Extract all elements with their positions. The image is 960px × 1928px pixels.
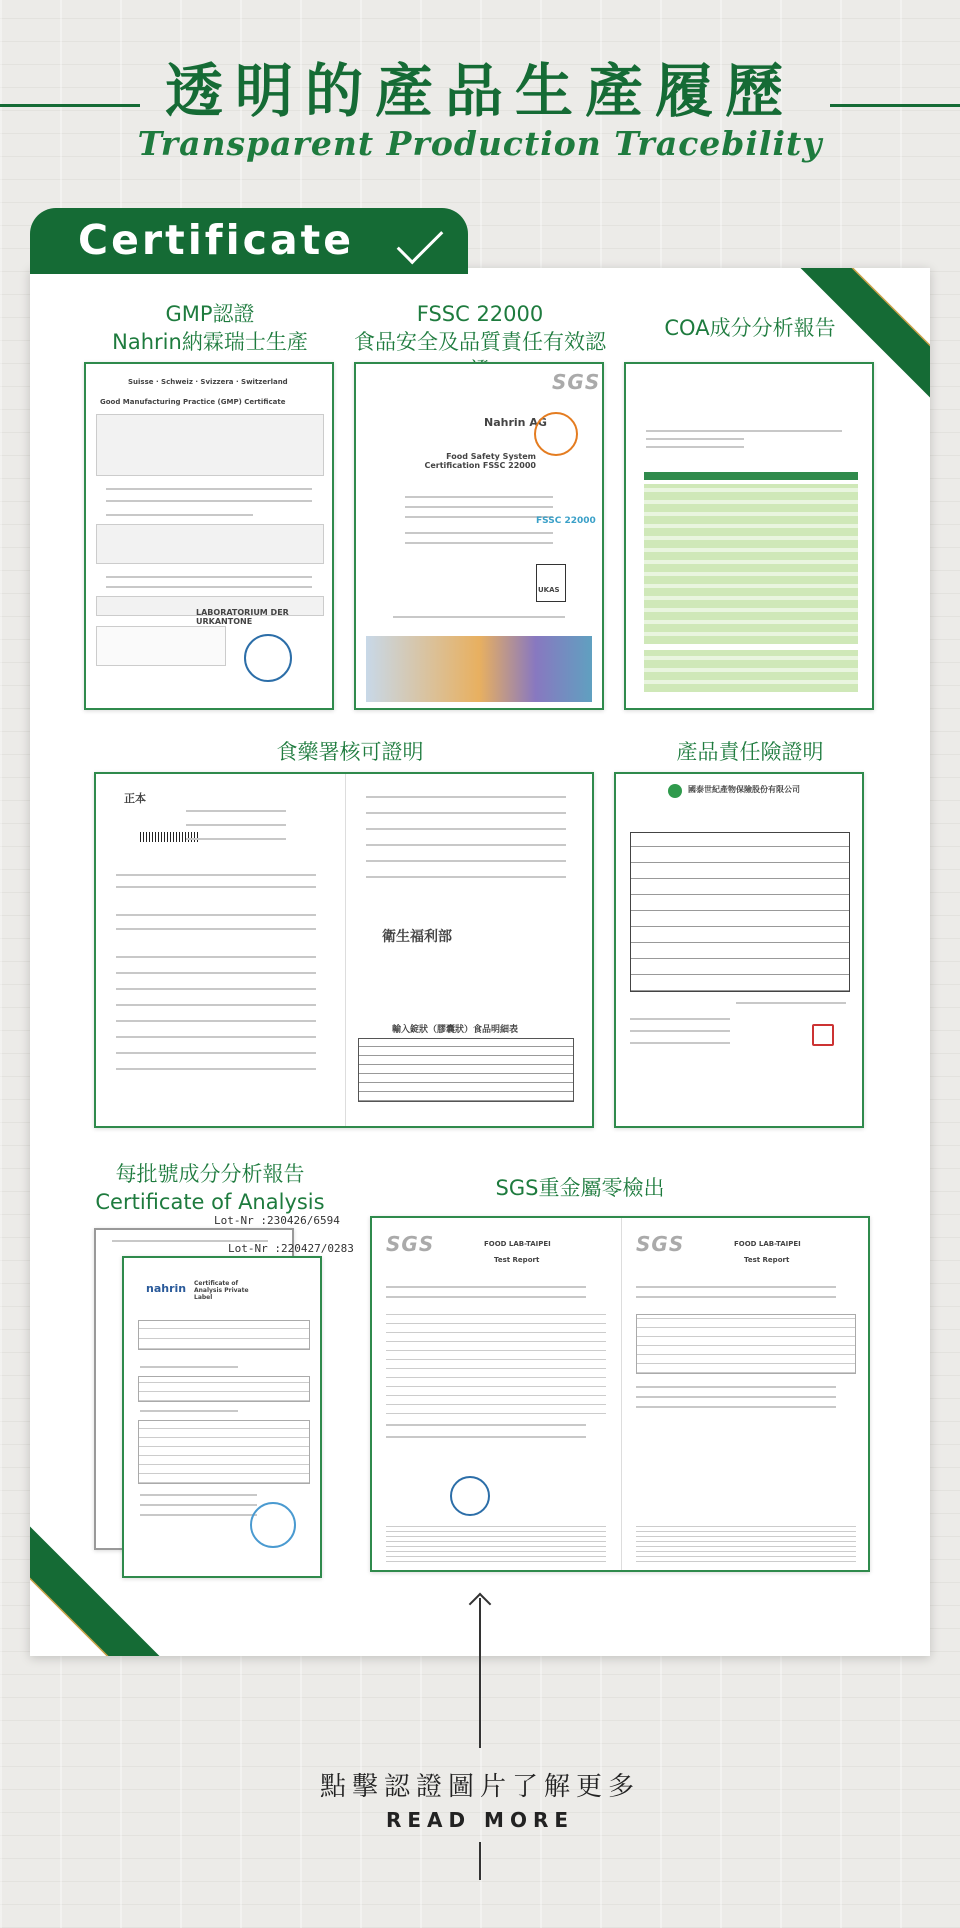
gmp-title-text: Good Manufacturing Practice (GMP) Certificate: [100, 398, 286, 406]
sgs-logo-right-icon: SGS: [636, 1232, 685, 1256]
sgs-report-image[interactable]: [370, 1216, 870, 1572]
insurance-label: 產品責任險證明: [676, 740, 824, 764]
fssc-company-text: Nahrin AG: [484, 416, 547, 429]
sgs-label: SGS重金屬零檢出: [495, 1176, 665, 1200]
sgs-report-left-text: Test Report: [494, 1256, 540, 1264]
sgs-lab-left-text: FOOD LAB-TAIPEI: [484, 1240, 551, 1248]
insurance-certificate-image[interactable]: [614, 772, 864, 1128]
ukas-logo-icon: [536, 564, 566, 602]
nahrin-logo-text: nahrin: [146, 1282, 187, 1295]
sgs-report-right-text: Test Report: [744, 1256, 790, 1264]
sgs-logo-left-icon: SGS: [386, 1232, 435, 1256]
certified-badge-icon: [534, 412, 578, 456]
coa-report-image[interactable]: [624, 362, 874, 710]
fda-label: 食藥署核可證明: [276, 740, 424, 764]
batch-doc-title-text: Certificate of Analysis Private Label: [194, 1280, 249, 1301]
fda-approval-image[interactable]: [94, 772, 594, 1128]
batch-lot-number-2: Lot-Nr :220427/0283: [228, 1242, 354, 1255]
fssc-label: FSSC 22000 食品安全及品質責任有效認: [354, 302, 606, 354]
page-title: 透明的產品生產履歷: [164, 57, 795, 125]
read-more-line-top: [479, 1598, 481, 1748]
fssc-badge-text: FSSC 22000: [536, 516, 596, 526]
certificate-tab: [30, 208, 468, 274]
barcode-icon: [140, 832, 200, 842]
sgs-lab-right-text: FOOD LAB-TAIPEI: [734, 1240, 801, 1248]
sgs-logo-icon: SGS: [552, 370, 601, 394]
batch-coa-label: 每批號成分分析報告 Certificate of Analysis: [95, 1162, 325, 1214]
certificate-card: [30, 268, 930, 1656]
gmp-seal-icon: [244, 634, 292, 682]
certificate-tab-label: Certificate: [78, 216, 355, 264]
red-seal-icon: [812, 1024, 834, 1046]
ukas-text: UKAS: [538, 586, 560, 594]
read-more-line-bottom: [479, 1842, 481, 1880]
gmp-label: GMP認證 Nahrin納霖瑞士生產: [112, 302, 308, 354]
sgs-seal-icon: [450, 1476, 490, 1516]
gmp-certificate-image[interactable]: [84, 362, 334, 710]
gmp-country-text: Suisse · Schweiz · Svizzera · Switzerland: [128, 378, 288, 386]
insurance-company-text: 國泰世紀產物保險股份有限公司: [688, 785, 800, 794]
fssc-certificate-image[interactable]: [354, 362, 604, 710]
fssc-cert-title-text: Food Safety System Certification FSSC 22000: [424, 452, 536, 470]
read-more-button[interactable]: READ MORE: [385, 1808, 575, 1832]
batch-lot-number-1: Lot-Nr :230426/6594: [214, 1214, 340, 1227]
gmp-lab-text: LABORATORIUM DER URKANTONE: [196, 608, 289, 626]
read-more-zh[interactable]: 點擊認證圖片了解更多: [319, 1772, 640, 1802]
coa-label: COA成分分析報告: [664, 316, 836, 340]
batch-coa-front-image[interactable]: [122, 1256, 322, 1578]
insurance-logo-icon: [668, 784, 682, 798]
page-subtitle: Transparent Production Tracebility: [137, 124, 823, 163]
fda-form-title-text: 輸入錠狀（膠囊狀）食品明細表: [392, 1025, 519, 1035]
fda-header-text: 正本: [124, 792, 146, 805]
nahrin-seal-icon: [250, 1502, 296, 1548]
check-icon: [397, 218, 444, 265]
fda-seal-text: 衛生福利部: [382, 929, 452, 945]
